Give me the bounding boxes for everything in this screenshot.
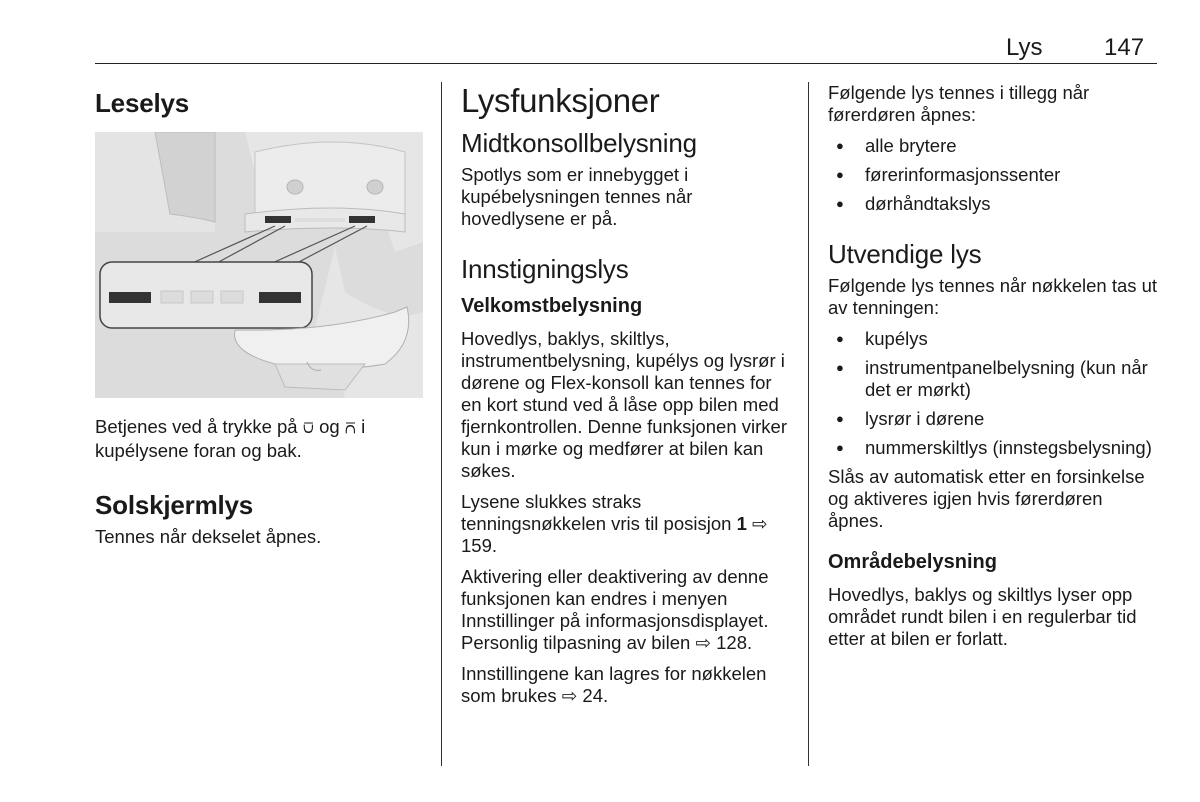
section-title: Lys <box>1006 34 1043 61</box>
list-item: ● kupélys <box>828 328 1160 350</box>
exterior-intro: Følgende lys tennes når nøkkelen tas ut av tenningen: <box>828 275 1158 318</box>
heading-utvendige-lys: Utvendige lys <box>828 239 982 269</box>
header-divider <box>95 63 1157 64</box>
heading-midtkonsollbelysning: Midtkonsollbelysning <box>461 128 697 158</box>
list-item: ● nummerskiltlys (innstegsbelysning) <box>828 437 1160 459</box>
page-number: 147 <box>1104 34 1145 61</box>
auto-off-text: Slås av automatisk etter en forsinkelse og aktiveres igjen hvis førerdøren åpnes. <box>828 466 1145 531</box>
list-item: ● lysrør i dørene <box>828 408 1160 430</box>
heading-leselys: Leselys <box>95 88 190 118</box>
reading-light-illustration <box>95 132 423 398</box>
heading-innstigningslys: Innstigningslys <box>461 254 629 284</box>
welcome-light-text: Hovedlys, baklys, skiltlys, instrumentbelysning, kupélys og lysrør i dørene og Flex-konsoll kan tennes for en kort stund ved å låse opp bilen med fjernkontrollen. Denne funksjonen virker kun i mørke og medfører at bilen kan søkes. <box>461 328 787 481</box>
front-reading-light-icon: ⩂ <box>302 420 314 437</box>
list-item: ● instrumentpanelbelysning (kun når det er mørkt) <box>828 357 1160 401</box>
area-light-text: Hovedlys, baklys og skiltlys lyser opp området rundt bilen i en regulerbar tid etter at bilen er forlatt. <box>828 584 1137 649</box>
center-console-text: Spotlys som er innebygget i kupébelysningen tennes når hovedlysene er på. <box>461 164 693 229</box>
driver-door-list <box>828 135 1160 215</box>
heading-solskjermlys: Solskjermlys <box>95 490 254 520</box>
heading-velkomstbelysning: Velkomstbelysning <box>461 295 643 317</box>
list-item: ● dørhåndtakslys <box>828 193 1160 215</box>
reading-light-caption: Betjenes ved å trykke på ⩂ og ⩃ i kupélysene foran og bak. <box>95 416 366 461</box>
heading-lysfunksjoner: Lysfunksjoner <box>461 82 660 119</box>
column-middle <box>461 82 791 716</box>
page-ref-128[interactable]: ⇨ 128. <box>690 632 753 653</box>
column-divider-1 <box>441 82 442 766</box>
column-right <box>828 82 1160 659</box>
list-item: ● alle brytere <box>828 135 1160 157</box>
driver-door-intro: Følgende lys tennes i tillegg når førerdøren åpnes: <box>828 82 1090 125</box>
key-memory-text: Innstillingene kan lagres for nøkkelen som brukes ⇨ 24. <box>461 663 767 706</box>
page-ref-159[interactable]: ⇨ 159. <box>461 513 768 556</box>
page-ref-24[interactable]: ⇨ 24. <box>556 685 609 706</box>
heading-omradebelysning: Områdebelysning <box>828 551 997 573</box>
sunvisor-light-text: Tennes når dekselet åpnes. <box>95 526 322 547</box>
rear-reading-light-icon: ⩃ <box>344 420 356 437</box>
ignition-text: Lysene slukkes straks tenningsnøkkelen vris til posisjon 1 ⇨ 159. <box>461 491 768 556</box>
list-item: ● førerinformasjonssenter <box>828 164 1160 186</box>
column-left <box>95 82 423 557</box>
settings-text: Aktivering eller deaktivering av denne funksjonen kan endres i menyen Innstillinger på informasjonsdisplayet. Personlig tilpasning av bilen ⇨ 128. <box>461 566 769 653</box>
exterior-list <box>828 328 1160 459</box>
column-divider-2 <box>808 82 809 766</box>
